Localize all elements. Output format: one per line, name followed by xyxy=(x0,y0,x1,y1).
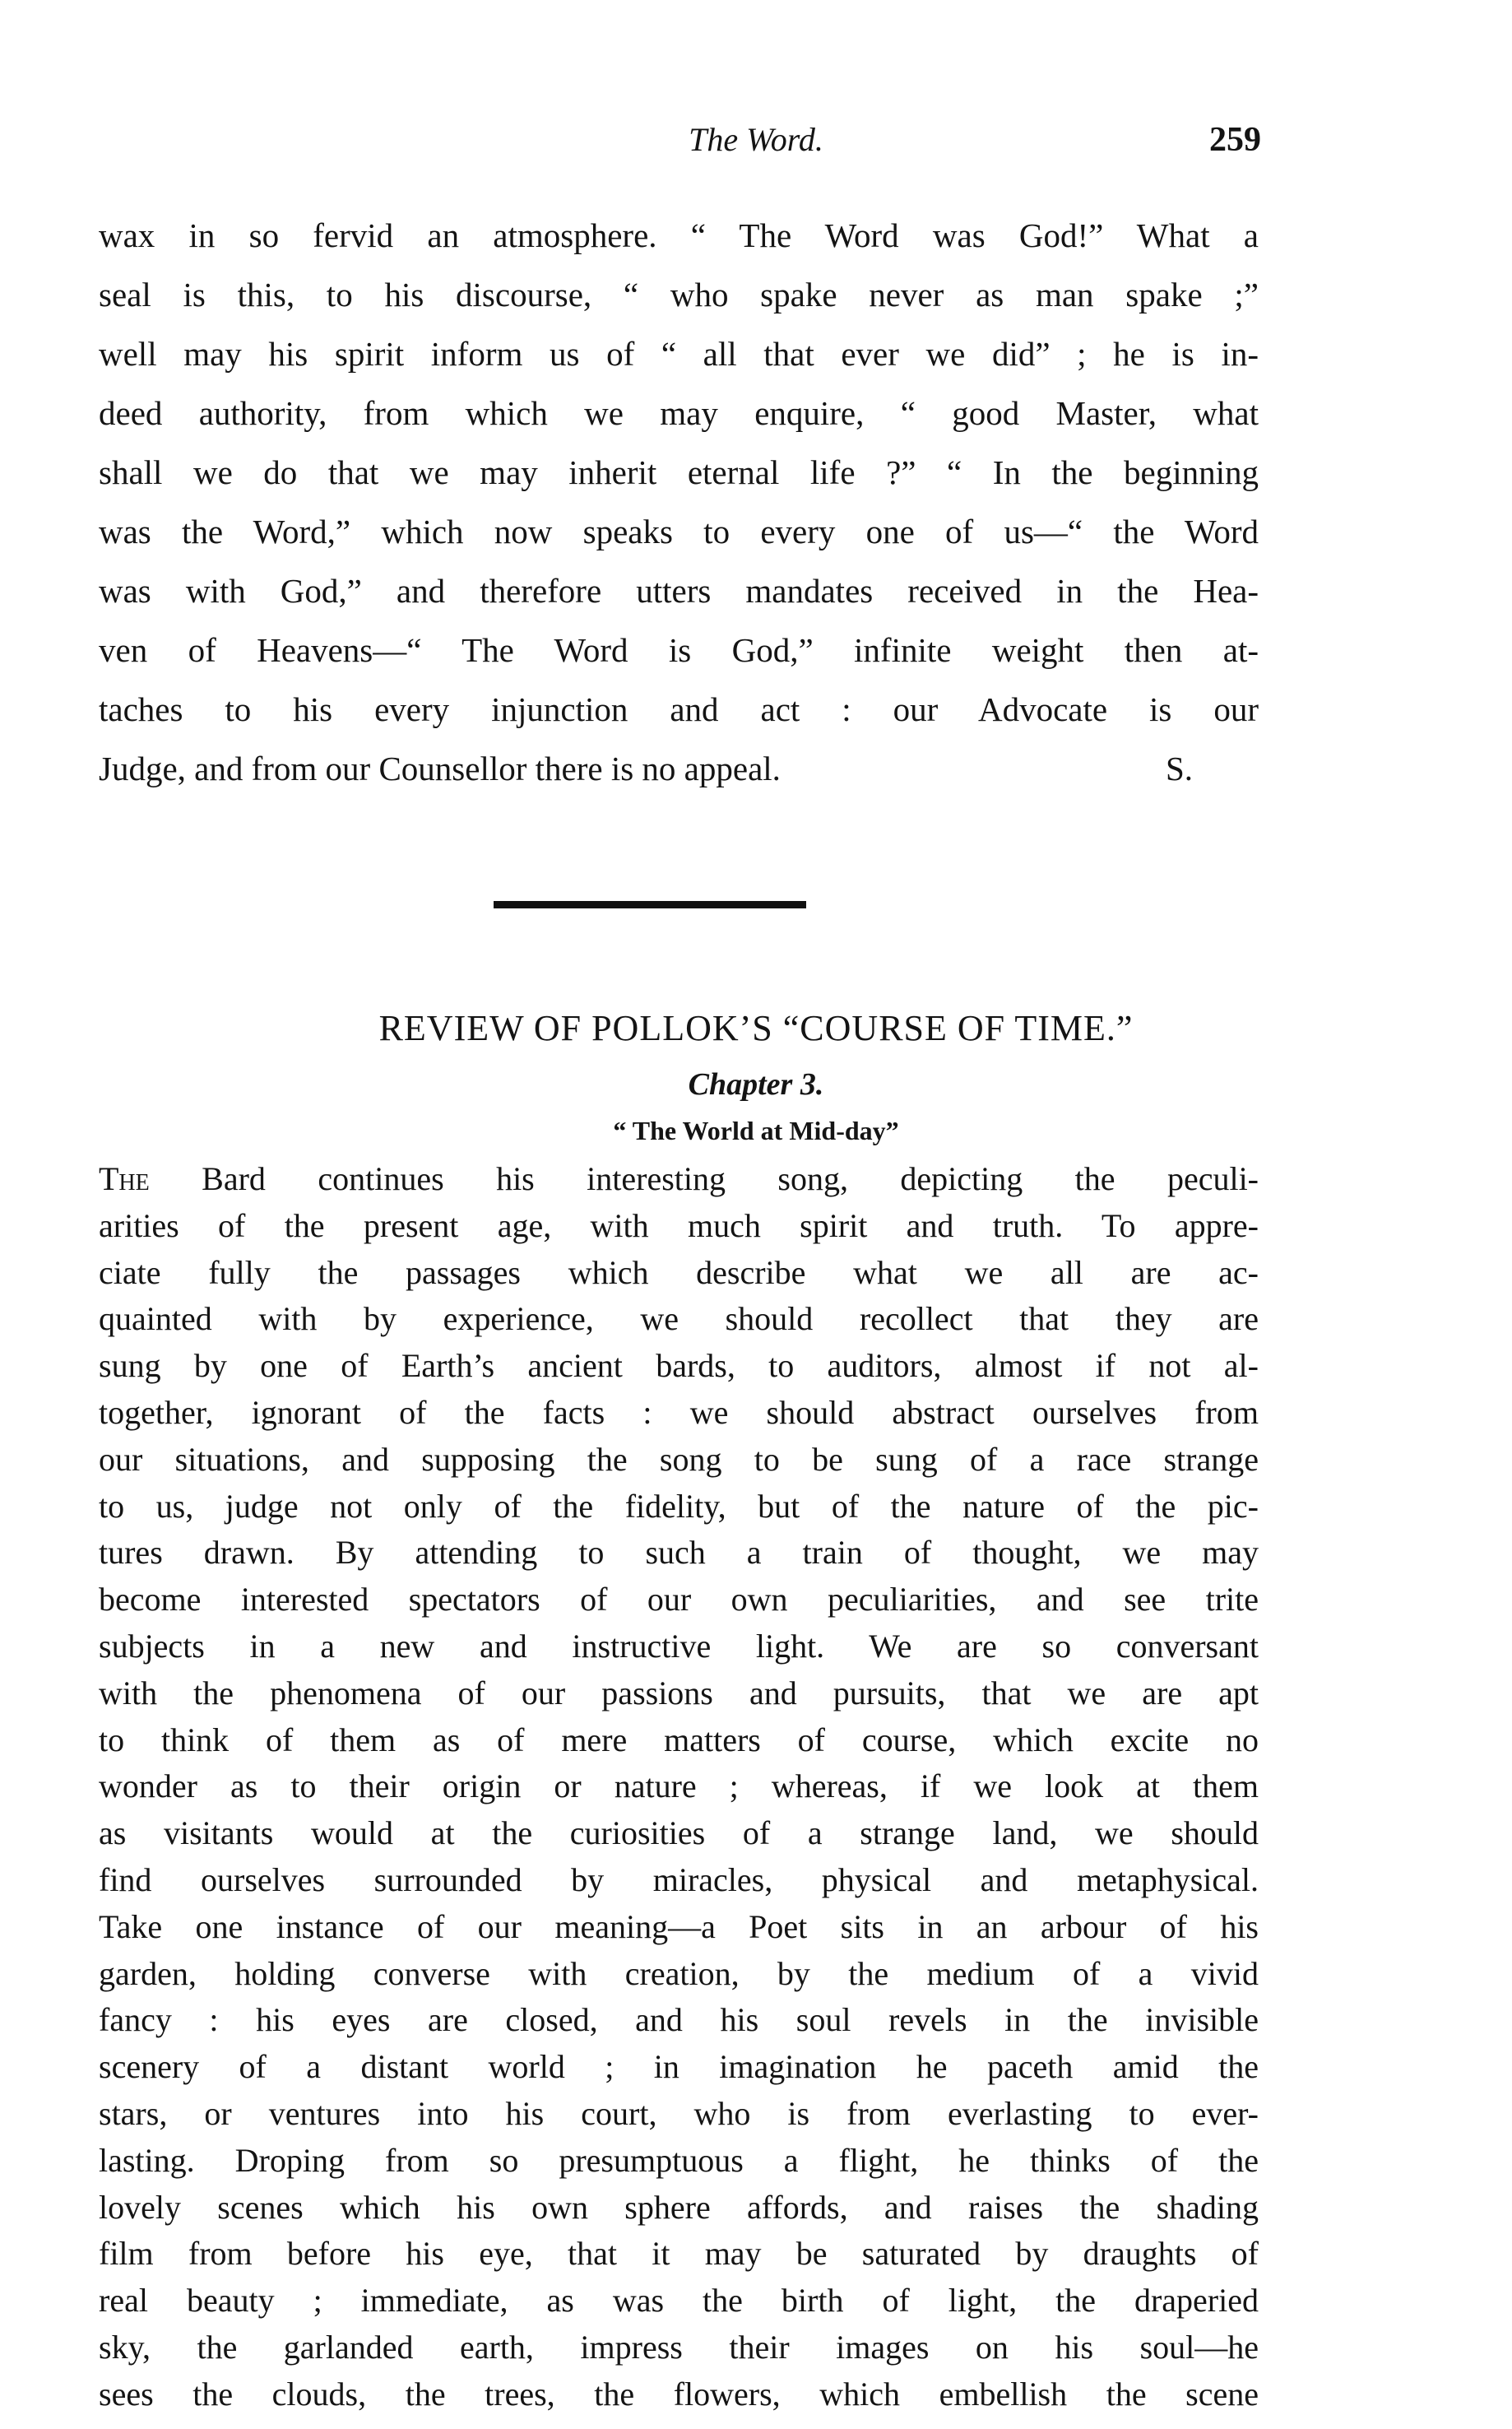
text-line: deed authority, from which we may enquire, “ good Master, what xyxy=(99,394,1259,432)
text-line: with the phenomena of our passions and pursuits, that we are apt xyxy=(99,1674,1259,1711)
text-line: wonder as to their origin or nature ; whereas, if we look at them xyxy=(99,1767,1259,1805)
author-signature: S. xyxy=(1165,750,1193,787)
text-line: to us, judge not only of the fidelity, but of the nature of the pic- xyxy=(99,1487,1259,1525)
text-line: well may his spirit inform us of “ all that ever we did” ; he is in- xyxy=(99,335,1259,373)
text-line: real beauty ; immediate, as was the birth of light, the draperied xyxy=(99,2282,1259,2320)
text-line: our situations, and supposing the song to be sung of a race strange xyxy=(99,1440,1259,1478)
section-divider-rule xyxy=(494,901,806,908)
text-line: sees the clouds, the trees, the flowers, which embellish the scene xyxy=(99,2375,1259,2413)
text-line: tures drawn. By attending to such a train of thought, we may xyxy=(99,1534,1259,1572)
review-body xyxy=(99,1156,1259,2418)
text-line: shall we do that we may inherit eternal life ?” “ In the beginning xyxy=(99,453,1259,491)
text-line: was the Word,” which now speaks to every one of us—“ the Word xyxy=(99,513,1259,550)
text-line: Take one instance of our meaning—a Poet sits in an arbour of his xyxy=(99,1907,1259,1945)
page-number: 259 xyxy=(1209,121,1261,159)
text-line xyxy=(99,1156,1259,1203)
text-line: sung by one of Earth’s ancient bards, to auditors, almost if not al- xyxy=(99,1347,1259,1385)
text-line: stars, or ventures into his court, who is from everlasting to ever- xyxy=(99,2094,1259,2132)
text-line: become interested spectators of our own peculiarities, and see trite xyxy=(99,1581,1259,1619)
text-line: lovely scenes which his own sphere affords, and raises the shading xyxy=(99,2188,1259,2226)
text-line: arities of the present age, with much spirit and truth. To appre- xyxy=(99,1206,1259,1244)
text-line: lasting. Droping from so presumptuous a flight, he thinks of the xyxy=(99,2141,1259,2179)
text-line: seal is this, to his discourse, “ who spake never as man spake ;” xyxy=(99,276,1259,313)
running-title: The Word. xyxy=(689,121,823,158)
text-line: was with God,” and therefore utters mandates received in the Hea- xyxy=(99,572,1259,610)
section-subtitle: “ The World at Mid-day” xyxy=(613,1116,899,1145)
chapter-label: Chapter 3. xyxy=(688,1067,824,1102)
text-line: taches to his every injunction and act : our Advocate is our xyxy=(99,690,1259,728)
closing-line xyxy=(99,739,1259,798)
text-line: subjects in a new and instructive light. We are so conversant xyxy=(99,1627,1259,1665)
text-line: garden, holding converse with creation, by the medium of a vivid xyxy=(99,1954,1259,1992)
text-line: ciate fully the passages which describe what we all are ac- xyxy=(99,1253,1259,1291)
text-line: wax in so fervid an atmosphere. “ The Word was God!” What a xyxy=(99,216,1259,254)
text-line: Judge, and from our Counsellor there is no appeal. xyxy=(99,750,781,787)
text-line: sky, the garlanded earth, impress their images on his soul—he xyxy=(99,2328,1259,2366)
text-line: ven of Heavens—“ The Word is God,” infinite weight then at- xyxy=(99,631,1259,669)
text-line: together, ignorant of the facts : we should abstract ourselves from xyxy=(99,1393,1259,1431)
text-line: film from before his eye, that it may be saturated by draughts of xyxy=(99,2235,1259,2273)
text-line: fancy : his eyes are closed, and his soul revels in the invisible xyxy=(99,2001,1259,2039)
text-line: scenery of a distant world ; in imagination he paceth amid the xyxy=(99,2048,1259,2086)
running-head xyxy=(0,115,1512,165)
top-passage xyxy=(99,206,1259,798)
article-title: REVIEW OF POLLOK’S “COURSE OF TIME.” xyxy=(378,1008,1134,1048)
text-line: as visitants would at the curiosities of a strange land, we should xyxy=(99,1814,1259,1852)
text-line: quainted with by experience, we should recollect that they are xyxy=(99,1300,1259,1338)
opening-line-text: Bard continues his interesting song, depicting the peculi- xyxy=(149,1160,1259,1197)
text-line: find ourselves surrounded by miracles, physical and metaphysical. xyxy=(99,1860,1259,1898)
opening-word: The xyxy=(99,1160,150,1197)
text-line: to think of them as of mere matters of course, which excite no xyxy=(99,1721,1259,1758)
